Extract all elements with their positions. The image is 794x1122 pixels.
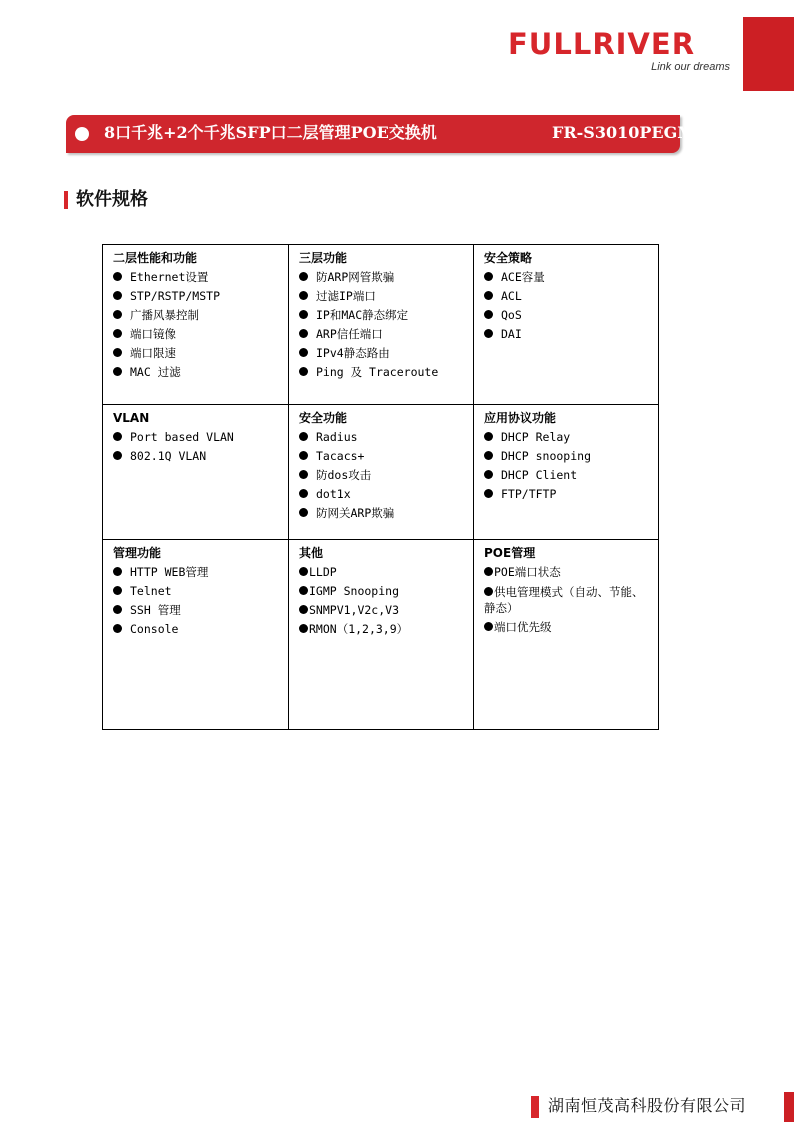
bullet-icon bbox=[484, 272, 493, 281]
cell-heading: 其他 bbox=[299, 546, 324, 560]
list-item: RMON（1,2,3,9） bbox=[299, 620, 467, 639]
bullet-icon bbox=[113, 367, 122, 376]
list-item: ACE容量 bbox=[484, 268, 652, 287]
bullet-icon bbox=[484, 489, 493, 498]
product-model: FR-S3010PEGMF-E bbox=[552, 123, 725, 142]
list-item: 供电管理模式（自动、节能、静态） bbox=[484, 585, 644, 615]
cell-heading: 安全功能 bbox=[299, 411, 348, 425]
bullet-icon bbox=[113, 329, 122, 338]
bullet-icon bbox=[113, 432, 122, 441]
bullet-icon bbox=[299, 310, 308, 319]
brand-logo bbox=[508, 28, 736, 78]
cell-heading: 三层功能 bbox=[299, 251, 348, 265]
table-row bbox=[103, 245, 659, 405]
list-item: Console bbox=[113, 620, 282, 639]
section-title: 软件规格 bbox=[76, 189, 148, 210]
bullet-icon bbox=[484, 587, 493, 596]
list-item: DHCP Relay bbox=[484, 428, 652, 447]
list-item: 802.1Q VLAN bbox=[113, 447, 282, 466]
feature-list bbox=[113, 428, 282, 466]
spec-cell bbox=[474, 405, 659, 540]
bullet-icon bbox=[113, 348, 122, 357]
list-item: SNMPV1,V2c,V3 bbox=[299, 601, 467, 620]
cell-heading: 二层性能和功能 bbox=[113, 251, 198, 265]
feature-list bbox=[113, 268, 282, 382]
feature-list bbox=[484, 268, 652, 344]
bullet-icon bbox=[299, 508, 308, 517]
list-item: 防ARP网管欺骗 bbox=[299, 268, 467, 287]
list-item: ACL bbox=[484, 287, 652, 306]
cell-heading: 安全策略 bbox=[484, 251, 533, 265]
spec-cell bbox=[103, 540, 289, 730]
list-item: 端口限速 bbox=[113, 344, 282, 363]
cell-heading: POE管理 bbox=[484, 546, 536, 560]
corner-accent bbox=[743, 17, 794, 91]
bullet-icon bbox=[299, 432, 308, 441]
list-item: DHCP snooping bbox=[484, 447, 652, 466]
bullet-icon bbox=[113, 586, 122, 595]
bullet-icon bbox=[299, 489, 308, 498]
bullet-icon bbox=[299, 470, 308, 479]
cell-heading: VLAN bbox=[113, 411, 150, 425]
spec-table bbox=[102, 244, 659, 730]
list-item: Port based VLAN bbox=[113, 428, 282, 447]
list-item: LLDP bbox=[299, 563, 467, 582]
spec-cell bbox=[474, 245, 659, 405]
list-item: ARP信任端口 bbox=[299, 325, 467, 344]
bullet-icon bbox=[299, 348, 308, 357]
cell-heading: 应用协议功能 bbox=[484, 411, 557, 425]
list-item: DAI bbox=[484, 325, 652, 344]
feature-list bbox=[113, 563, 282, 639]
bullet-icon bbox=[299, 451, 308, 460]
list-item: Tacacs+ bbox=[299, 447, 467, 466]
list-item: POE端口状态 bbox=[484, 563, 652, 582]
bullet-icon bbox=[484, 310, 493, 319]
list-item: dot1x bbox=[299, 485, 467, 504]
list-item: Ethernet设置 bbox=[113, 268, 282, 287]
bullet-icon bbox=[113, 451, 122, 460]
footer-marker bbox=[531, 1096, 539, 1118]
list-item: 过滤IP端口 bbox=[299, 287, 467, 306]
bullet-icon bbox=[113, 567, 122, 576]
list-item: IPv4静态路由 bbox=[299, 344, 467, 363]
bullet-icon bbox=[299, 605, 308, 614]
list-item: HTTP WEB管理 bbox=[113, 563, 282, 582]
list-item: 端口镜像 bbox=[113, 325, 282, 344]
list-item: IGMP Snooping bbox=[299, 582, 467, 601]
list-item: 广播风暴控制 bbox=[113, 306, 282, 325]
list-item: Radius bbox=[299, 428, 467, 447]
list-item: 防网关ARP欺骗 bbox=[299, 504, 467, 523]
footer-accent bbox=[784, 1092, 794, 1122]
feature-list bbox=[299, 268, 467, 382]
list-item: DHCP Client bbox=[484, 466, 652, 485]
bullet-icon bbox=[299, 367, 308, 376]
bullet-icon bbox=[299, 272, 308, 281]
cell-heading: 管理功能 bbox=[113, 546, 162, 560]
list-item: IP和MAC静态绑定 bbox=[299, 306, 467, 325]
brand-name: FULLRIVER bbox=[508, 27, 696, 61]
spec-cell bbox=[103, 405, 289, 540]
feature-list bbox=[299, 428, 467, 523]
spec-cell bbox=[289, 245, 474, 405]
bullet-icon bbox=[113, 624, 122, 633]
list-item: STP/RSTP/MSTP bbox=[113, 287, 282, 306]
spec-cell bbox=[474, 540, 659, 730]
bullet-icon bbox=[484, 622, 493, 631]
list-item: QoS bbox=[484, 306, 652, 325]
bullet-icon bbox=[299, 586, 308, 595]
bullet-icon bbox=[484, 470, 493, 479]
bullet-icon bbox=[484, 432, 493, 441]
spec-cell bbox=[289, 405, 474, 540]
list-item: 防dos攻击 bbox=[299, 466, 467, 485]
bullet-icon bbox=[113, 605, 122, 614]
product-title: 8口千兆+2个千兆SFP口二层管理POE交换机 bbox=[104, 123, 437, 142]
bullet-icon bbox=[113, 291, 122, 300]
feature-list bbox=[484, 563, 652, 637]
brand-tagline: Link our dreams bbox=[651, 61, 730, 73]
bullet-icon bbox=[299, 329, 308, 338]
list-item: FTP/TFTP bbox=[484, 485, 652, 504]
table-row bbox=[103, 405, 659, 540]
bullet-icon bbox=[113, 310, 122, 319]
bullet-icon bbox=[299, 567, 308, 576]
bullet-icon bbox=[299, 624, 308, 633]
bullet-icon bbox=[75, 127, 89, 141]
title-banner bbox=[66, 115, 725, 153]
bullet-icon bbox=[484, 329, 493, 338]
list-item: 端口优先级 bbox=[484, 618, 652, 637]
spec-cell bbox=[103, 245, 289, 405]
list-item: SSH 管理 bbox=[113, 601, 282, 620]
table-row bbox=[103, 540, 659, 730]
feature-list bbox=[484, 428, 652, 504]
bullet-icon bbox=[113, 272, 122, 281]
footer-company: 湖南恒茂高科股份有限公司 bbox=[548, 1096, 747, 1115]
bullet-icon bbox=[484, 567, 493, 576]
spec-cell bbox=[289, 540, 474, 730]
list-item: Telnet bbox=[113, 582, 282, 601]
list-item: MAC 过滤 bbox=[113, 363, 282, 382]
section-marker bbox=[64, 191, 68, 209]
list-item: Ping 及 Traceroute bbox=[299, 363, 467, 382]
bullet-icon bbox=[484, 291, 493, 300]
bullet-icon bbox=[484, 451, 493, 460]
bullet-icon bbox=[299, 291, 308, 300]
feature-list bbox=[299, 563, 467, 639]
